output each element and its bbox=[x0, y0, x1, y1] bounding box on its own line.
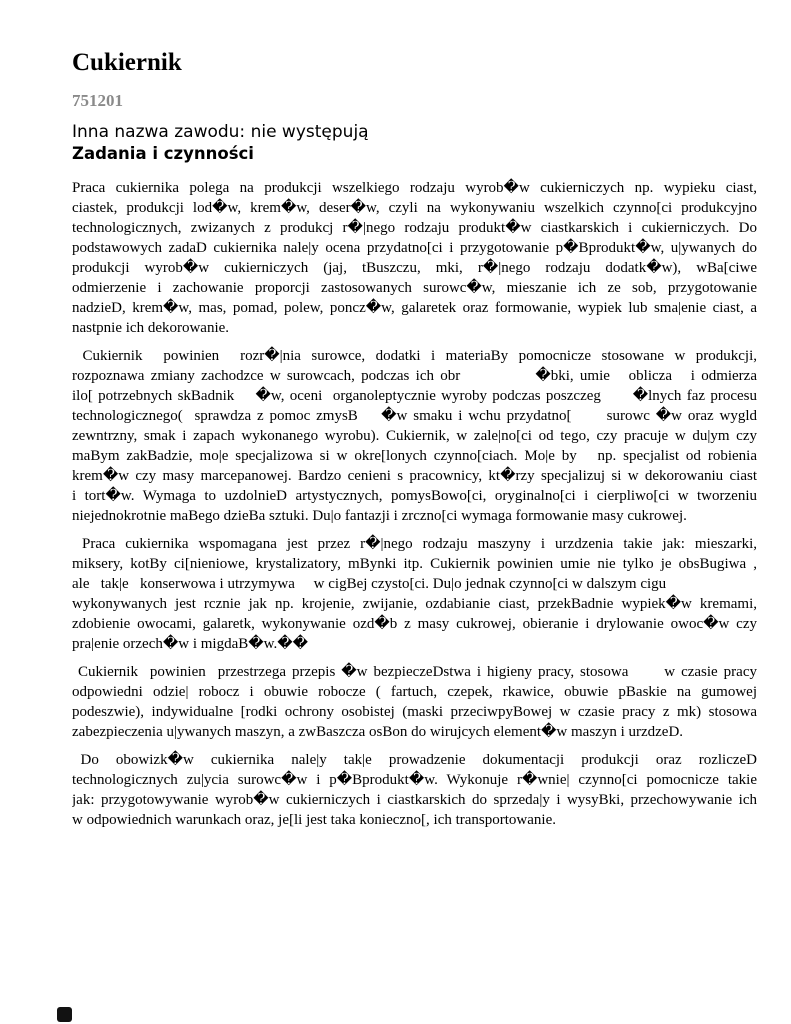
occupation-code: 751201 bbox=[72, 91, 123, 110]
text-line: rozpoznawa zmiany zachodzce w surowcach, podczas ich obr �bki, umie oblicza i odmierza bbox=[72, 368, 757, 384]
text-line: ilo[ potrzebnych skBadnik �w, oceni organoleptycznie wyroby podczas poszczeg �lnych faz procesu bbox=[72, 388, 757, 404]
text-line: miksery, kotBy ci[nieniowe, krystalizatory, mBynki itp. Cukiernik powinien umie nie tylko je obsBugiwa , bbox=[72, 556, 757, 572]
text-line: technologicznych, zwizanych z produkcj r�|nego rodzaju produkt�w ciastkarskich i cukierniczych. Do bbox=[72, 220, 757, 236]
page-title: Cukiernik bbox=[72, 49, 182, 76]
text-line: wykonywanych jest rcznie jak np. krojenie, zwijanie, ozdabianie ciast, przekBadnie wypiek�w kremami, bbox=[72, 596, 757, 612]
paragraph bbox=[72, 662, 757, 742]
text-line: technologicznych zu|ycia surowc�w i p�Bprodukt�w. Wykonuje r�wnie| czynno[ci pomocnicze takie bbox=[72, 772, 757, 788]
text-line: nastpnie ich dekorowanie. bbox=[72, 320, 230, 336]
text-line: Praca cukiernika wspomagana jest przez r�|nego rodzaju maszyny i urzdzenia takie jak: mieszarki, bbox=[72, 536, 757, 552]
text-line: podeszwie), indywidualne [rodki ochrony osobistej (maski przeciwpyBowej w czasie pracy z mk) stosowa bbox=[72, 704, 757, 720]
text-line: odpowiedni odzie| robocz i obuwie robocze ( fartuch, czepek, rkawice, obuwie pBaskie na gumowej bbox=[72, 684, 757, 700]
text-line: pra|enie orzech�w i migdaB�w.�� bbox=[72, 636, 308, 652]
alternate-name-line: Inna nazwa zawodu: nie występują bbox=[72, 122, 369, 142]
text-line: w odpowiednich warunkach oraz, je[li jest taka konieczno[, ich transportowanie. bbox=[72, 812, 556, 828]
text-line: Cukiernik powinien rozr�|nia surowce, dodatki i materiaBy pomocnicze stosowane w produkcji, bbox=[72, 348, 757, 364]
text-line: Praca cukiernika polega na produkcji wszelkiego rodzaju wyrob�w cukierniczych np. wypieku ciast, bbox=[72, 180, 757, 196]
text-line: nadzieD, krem�w, mas, pomad, polew, poncz�w, galaretek oraz formowanie, wypiek lub sma|enie ciast, a bbox=[72, 300, 757, 316]
text-line: odmierzenie i zachowanie proporcji zastosowanych surowc�w, mieszanie ich ze sob, przygotowanie bbox=[72, 280, 757, 296]
stray-mark bbox=[57, 1007, 72, 1022]
document-body bbox=[72, 178, 757, 838]
text-line: niejednokrotnie maBego dzieBa sztuki. Du|o fantazji i zrczno[ci wymaga formowanie masy cukrowej. bbox=[72, 508, 687, 524]
text-line: ale tak|e konserwowa i utrzymywa w cigBej czysto[ci. Du|o jednak czynno[ci w dalszym cigu bbox=[72, 576, 667, 592]
text-line: i tort�w. Wymaga to uzdolnieD artystycznych, pomysBowo[ci, oryginalno[ci i cierpliwo[ci w tworzeniu bbox=[72, 488, 757, 504]
text-line: maBym zakBadzie, mo|e specjalizowa si w okre[lonych czynno[ciach. Mo|e by np. specjalist od robienia bbox=[72, 448, 757, 464]
paragraph bbox=[72, 534, 757, 654]
text-line: jak: przygotowywanie wyrob�w cukierniczych i ciastkarskich do sprzeda|y i wysyBki, przechowywanie ich bbox=[72, 792, 757, 808]
paragraph bbox=[72, 178, 757, 338]
text-line: produkcji wyrob�w cukierniczych (jaj, tBuszczu, mki, r�|nego rodzaju dodatk�w), wBa[ciwe bbox=[72, 260, 757, 276]
text-line: ciastek, produkcji lod�w, krem�w, deser�w, czyli na wykonywaniu wszelkich czynno[ci produkcyjno bbox=[72, 200, 757, 216]
text-line: krem�w czy masy marcepanowej. Bardzo cenieni s pracownicy, kt�rzy specjalizuj si w dekorowaniu ciast bbox=[72, 468, 757, 484]
text-line: zewntrzny, smak i zapach wykonanego wyrobu). Cukiernik, w zale|no[ci od tego, czy pracuje w du|ym czy bbox=[72, 428, 757, 444]
text-line: podstawowych zadaD cukiernika nale|y ocena przydatno[ci i przygotowanie p�Bprodukt�w, u|ywanych do bbox=[72, 240, 757, 256]
paragraph bbox=[72, 750, 757, 830]
section-heading: Zadania i czynności bbox=[72, 144, 254, 163]
text-line: Cukiernik powinien przestrzega przepis �w bezpieczeDstwa i higieny pracy, stosowa w czasie pracy bbox=[72, 664, 757, 680]
text-line: Do obowizk�w cukiernika nale|y tak|e prowadzenie dokumentacji produkcji oraz rozliczeD bbox=[72, 752, 757, 768]
text-line: zdobienie owocami, galaretk, wykonywanie ozd�b z masy cukrowej, obieranie i drylowanie owoc�w czy bbox=[72, 616, 757, 632]
text-line: technologicznego( sprawdza z pomoc zmysB �w smaku i wchu przydatno[ surowc �w oraz wygld bbox=[72, 408, 757, 424]
paragraph bbox=[72, 346, 757, 526]
text-line: zabezpieczenia u|ywanych maszyn, a zwBaszcza osBon do wirujcych element�w maszyn i urzdzeD. bbox=[72, 724, 684, 740]
